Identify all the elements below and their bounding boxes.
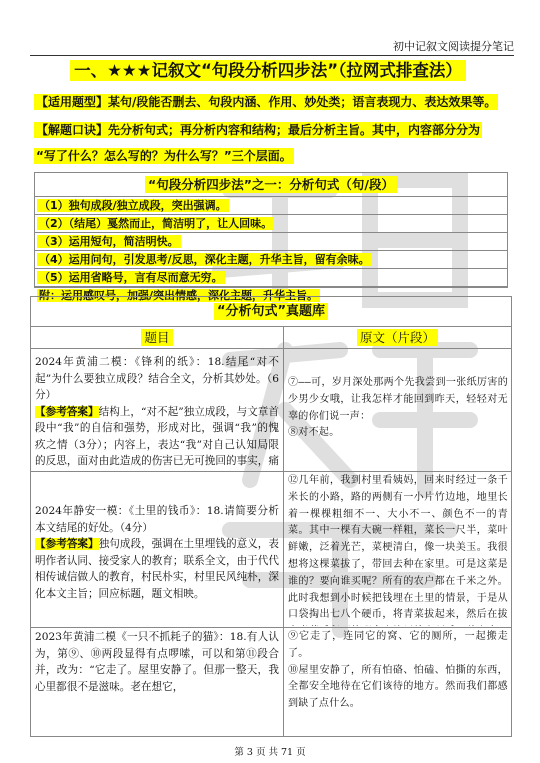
section-title — [56, 58, 480, 84]
column-header-question: 题目 — [31, 327, 283, 349]
answer-label: 【参考答案】 — [35, 405, 99, 418]
source-paragraph: ⑨它走了，连同它的窝、它的厕所，一起搬走了。 — [288, 631, 508, 659]
table-row-question — [35, 629, 279, 735]
formula-text-2: “写了什么？怎么写的？为什么写？”三个层面。 — [36, 149, 292, 163]
source-paragraph: ⑫几年前，我到村里看姨妈，回来时经过一条千米长的小路，路的两侧有一小片竹边地，地里长着一棵棵粗细不一、大小不一、颜色不一的青菜。其中一棵有大碗一样粗，菜长一尺半，菜叶鲜嫩，泛着光芒，菜梗清白，像一块美玉。我很想将这棵菜拔了，带回去种在家里。可是这菜是谁的？要向谁买呢？所有的农户都在千米之外。此时我想到小时候把钱埋在土里的情景，于是从口袋掏出七八个硬币，将青菜拔起来，然后在拔 — [288, 475, 508, 621]
method-item: （2）（结尾）戛然而止，简洁明了，让人回味。 — [35, 215, 507, 233]
question-bank-heading: “分析句式”真题库 — [31, 297, 511, 327]
header-title: 初中记叙文阅读提分笔记 — [393, 40, 514, 53]
question-text: 2023年黄浦二模《一只不抓耗子的猫》：18.有人认为，第⑨、⑩两段显得有点啰嗦，可以和第⑪段合并，改为：“它走了。屋里安静了。但那一整天，我心里都很不是滋味。老在想它， — [35, 631, 279, 693]
answer-text: 结构上，“对不起”独立成段，与文章首段中“我”的自信和强势，形成对比，强调“我”的愧疚之情（3分）；内容上，表达“我”对自己认知局限的反思，面对由此造成的伤害已无可挽回的事实，痛 — [35, 405, 279, 467]
step1-box — [34, 172, 508, 302]
question-bank-table — [30, 296, 512, 737]
question-text: 2024年静安一模：《土里的钱币》：18.请简要分析本文结尾的好处。（4分） — [35, 505, 279, 534]
table-row-source — [288, 473, 508, 626]
step1-heading: “句段分析四步法”之一：分析句式（句/段） — [35, 173, 507, 197]
formula-line-2 — [34, 146, 294, 166]
answer-text: 独句成段，强调在土里埋钱的意义，表明作者认同、接受家人的教育；联系全文，由于代代相传诚信做人的教育，村民朴实，村里民风纯朴，深化本文主旨；回应标题，题文相映。 — [35, 538, 279, 600]
page-header — [30, 34, 514, 56]
section-title-text: 一、★★★记叙文“句段分析四步法”（拉网式排查法） — [70, 60, 466, 81]
method-item: （1）独句成段/独立成段，突出强调。 — [35, 197, 507, 215]
formula-text-1: 先分析句式；再分析内容和结构；最后分析主旨。其中，内容部分分为 — [108, 123, 481, 137]
page-footer: 第 3 页 共 71 页 — [234, 747, 306, 758]
answer-label: 【参考答案】 — [35, 538, 99, 550]
formula-line-1 — [34, 120, 482, 140]
table-row-source — [288, 375, 508, 469]
column-divider — [283, 327, 284, 737]
source-paragraph: ⑧对不起。 — [288, 427, 340, 439]
row-divider — [31, 627, 511, 628]
question-text: 2024年黄浦二模：《锋利的纸》：18.结尾“对不起”为什么要独立成段？结合全文，分析其妙处。（6分） — [35, 356, 279, 401]
table-row-question — [35, 503, 279, 625]
source-paragraph: ⑩屋里安静了，所有怕硌、怕磕、怕撕的东西，全都安全地待在它们该待的地方。然而我们都感到缺了点什么。 — [288, 664, 508, 710]
table-row-source — [288, 629, 508, 735]
method-item: （4）运用问句，引发思考/反思，深化主题，升华主旨，留有余味。 — [35, 251, 507, 269]
method-item-appendix: 附：运用感叹号，加强/突出情感，深化主题，升华主旨。 — [39, 289, 319, 302]
applicable-text: 某句/段能否删去、句段内涵、作用、妙处类；语言表现力、表达效果等。 — [108, 95, 497, 109]
method-item: （5）运用省略号，言有尽而意无穷。 — [35, 269, 507, 287]
formula-label: 【解题口诀】 — [36, 123, 109, 137]
applicable-types-line — [34, 92, 498, 112]
table-row-question — [35, 354, 279, 470]
applicable-label: 【适用题型】 — [36, 95, 109, 109]
row-divider — [31, 471, 511, 472]
column-header-source: 原文（片段） — [284, 327, 511, 349]
method-item: （3）运用短句，简洁明快。 — [35, 233, 507, 251]
source-paragraph: ⑦——可，岁月深处那两个先我尝到一张纸厉害的少男少女哦，让我怎样才能回到昨天，轻轻对无辜的你们说一声： — [288, 377, 508, 422]
